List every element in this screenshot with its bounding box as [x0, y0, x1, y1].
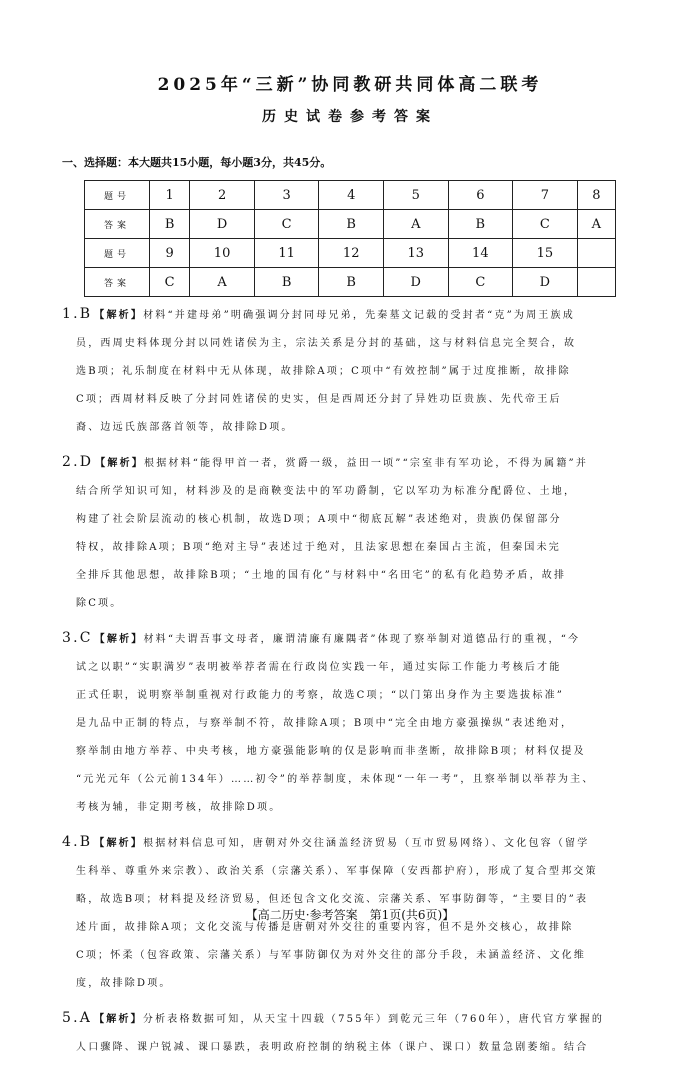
- answer-table-row: [85, 181, 616, 210]
- explanation-line: [62, 624, 642, 654]
- analysis-tag: 【解析】: [94, 634, 144, 645]
- explanation-line: [62, 562, 642, 590]
- question-number-cell: 1: [150, 181, 190, 210]
- explanation-line: [62, 970, 642, 998]
- row-label: 题号: [85, 181, 150, 210]
- explanation-item: [62, 1004, 642, 1062]
- answer-cell: C: [254, 210, 319, 239]
- explanation-item: [62, 300, 642, 442]
- analysis-tag: 【解析】: [94, 838, 144, 849]
- explanation-text: 试之以职”“实职满岁”表明被举荐者需在行政岗位实践一年，通过实际工作能力考核后才能: [76, 662, 562, 673]
- answer-table-row: [85, 268, 616, 297]
- answer-cell: C: [513, 210, 578, 239]
- analysis-tag: 【解析】: [95, 458, 144, 469]
- explanation-text: 裔、边远氏族部落首领等，故排除D项。: [76, 422, 294, 433]
- answer-cell: D: [190, 210, 255, 239]
- analysis-tag: 【解析】: [94, 1014, 143, 1025]
- answer-cell: D: [383, 268, 448, 297]
- explanation-text: 是九品中正制的特点，与察举制不符，故排除A项；B项中“完全由地方豪强操纵”表述绝对，: [76, 718, 574, 729]
- explanation-line: [62, 386, 642, 414]
- row-label: 题号: [85, 239, 150, 268]
- answer-cell: B: [319, 210, 384, 239]
- explanation-line: [62, 942, 642, 970]
- question-number-cell: 8: [577, 181, 615, 210]
- explanation-text: 人口骤降、课户锐减、课口暴跌，表明政府控制的纳税主体（课户、课口）数量急剧萎缩。结合: [76, 1042, 589, 1053]
- explanation-item: [62, 624, 642, 822]
- exam-title: 2025年“三新”协同教研共同体高二联考: [157, 75, 543, 95]
- explanation-line: [62, 506, 642, 534]
- explanation-text: C项；西周材料反映了分封同姓诸侯的史实，但是西周还分封了异姓功臣贵族、先代帝王后: [76, 394, 562, 405]
- section-heading: 一、选择题：本大题共15小题，每小题3分，共45分。: [62, 156, 332, 169]
- question-number-cell: [577, 239, 615, 268]
- explanation-line: [62, 794, 642, 822]
- explanation-text: 除C项。: [76, 598, 123, 609]
- explanation-line: [62, 858, 642, 886]
- explanation-text: 结合所学知识可知，材料涉及的是商鞅变法中的军功爵制，它以军功为标准分配爵位、土地，: [76, 486, 577, 497]
- answer-cell: C: [150, 268, 190, 297]
- question-number-cell: 9: [150, 239, 190, 268]
- analysis-tag: 【解析】: [94, 310, 144, 321]
- answer-cell: A: [577, 210, 615, 239]
- explanation-text: 材料“并建母弟”明确强调分封同母兄弟，先秦墓文记载的受封者“克”为周王族成: [143, 310, 575, 321]
- question-number-cell: 15: [513, 239, 578, 268]
- explanation-text: 生科举、尊重外来宗教）、政治关系（宗藩关系）、军事保障（安西都护府），形成了复合型邦交策: [76, 866, 598, 877]
- question-number-cell: 4: [319, 181, 384, 210]
- explanation-text: 根据材料“能得甲首一者，赏爵一级，益田一顷”“宗室非有军功论，不得为属籍”并: [144, 458, 589, 469]
- explanation-text: 分析表格数据可知，从天宝十四载（755年）到乾元三年（760年），唐代官方掌握的: [142, 1014, 605, 1025]
- question-number-cell: 10: [190, 239, 255, 268]
- explanation-text: C项；怀柔（包容政策、宗藩关系）与军事防御仅为对外交往的部分手段，未涵盖经济、文化维: [76, 950, 587, 961]
- explanation-line: [62, 534, 642, 562]
- question-number-cell: 14: [448, 239, 513, 268]
- explanation-text: 考核为辅，非定期考核，故排除D项。: [76, 802, 282, 813]
- question-number-cell: 11: [254, 239, 319, 268]
- answer-cell: D: [513, 268, 578, 297]
- answer-table-row: [85, 239, 616, 268]
- answer-cell: B: [319, 268, 384, 297]
- answer-cell: A: [190, 268, 255, 297]
- explanation-text: 构建了社会阶层流动的核心机制，故选D项；A项中“彻底瓦解”表述绝对，贵族仍保留部分: [76, 514, 562, 525]
- explanation-text: 根据材料信息可知，唐朝对外交往涵盖经济贸易（互市贸易网络）、文化包容（留学: [143, 838, 590, 849]
- explanation-line: [62, 330, 642, 358]
- question-number-cell: 13: [383, 239, 448, 268]
- question-number: 3.C: [62, 630, 93, 646]
- question-number-cell: 6: [448, 181, 513, 210]
- row-label: 答案: [85, 210, 150, 239]
- explanation-line: [62, 300, 642, 330]
- question-number-cell: 7: [513, 181, 578, 210]
- question-number-cell: 12: [319, 239, 384, 268]
- question-number: 2.D: [62, 454, 94, 470]
- explanation-line: [62, 478, 642, 506]
- question-number: 1.B: [62, 306, 93, 322]
- explanation-text: 略，故选B项；材料提及经济贸易，但还包含文化交流、宗藩关系、军事防御等，“主要目的”表: [76, 894, 589, 905]
- question-number-cell: 3: [254, 181, 319, 210]
- question-number-cell: 2: [190, 181, 255, 210]
- answer-cell: B: [448, 210, 513, 239]
- explanation-line: [62, 1004, 642, 1034]
- explanation-line: [62, 414, 642, 442]
- explanation-line: [62, 682, 642, 710]
- explanation-text: 正式任职，说明察举制重视对行政能力的考察，故选C项；“以门第出身作为主要选拔标准”: [76, 690, 565, 701]
- explanation-item: [62, 448, 642, 618]
- answer-cell: [577, 268, 615, 297]
- explanation-line: [62, 828, 642, 858]
- page-footer: 【高二历史·参考答案 第1页(共6页)】: [245, 908, 455, 922]
- explanation-line: [62, 738, 642, 766]
- answer-cell: B: [150, 210, 190, 239]
- answer-table-row: [85, 210, 616, 239]
- question-number: 5.A: [62, 1010, 93, 1026]
- explanations-list: [62, 300, 642, 1068]
- answer-cell: A: [383, 210, 448, 239]
- explanation-text: 选B项；礼乐制度在材料中无从体现，故排除A项；C项中“有效控制”属于过度推断，故排除: [76, 366, 571, 377]
- explanation-line: [62, 710, 642, 738]
- explanation-text: 全排斥其他思想，故排除B项；“土地的国有化”与材料中“名田宅”的私有化趋势矛盾，故排: [76, 570, 567, 581]
- explanation-line: [62, 590, 642, 618]
- explanation-line: [62, 358, 642, 386]
- explanation-text: 述片面，故排除A项；文化交流与传播是唐朝对外交往的重要内容，但不是外交核心，故排除: [76, 922, 574, 933]
- answer-table: [84, 180, 616, 297]
- explanation-line: [62, 766, 642, 794]
- answer-cell: B: [254, 268, 319, 297]
- answer-key-title: 历史试卷参考答案: [262, 109, 438, 125]
- explanation-line: [62, 654, 642, 682]
- explanation-text: 察举制由地方举荐、中央考核，地方豪强能影响的仅是影响而非垄断，故排除B项；材料仅提及: [76, 746, 586, 757]
- explanation-text: 度，故排除D项。: [76, 978, 172, 989]
- question-number-cell: 5: [383, 181, 448, 210]
- question-number: 4.B: [62, 834, 93, 850]
- explanation-line: [62, 448, 642, 478]
- explanation-text: 员，西周史料体现分封以同姓诸侯为主，宗法关系是分封的基础，这与材料信息完全契合，故: [76, 338, 577, 349]
- explanation-text: 材料“夫谓吾事文母者，廉谓清廉有廉隅者”体现了察举制对道德品行的重视，“今: [143, 634, 581, 645]
- explanation-text: 特权，故排除A项；B项“绝对主导”表述过于绝对，且法家思想在秦国占主流，但秦国未完: [76, 542, 561, 553]
- explanation-text: “元光元年（公元前134年）……初令”的举荐制度，未体现“一年一考”，且察举制以举荐为主、: [76, 774, 595, 785]
- row-label: 答案: [85, 268, 150, 297]
- answer-cell: C: [448, 268, 513, 297]
- explanation-line: [62, 1034, 642, 1062]
